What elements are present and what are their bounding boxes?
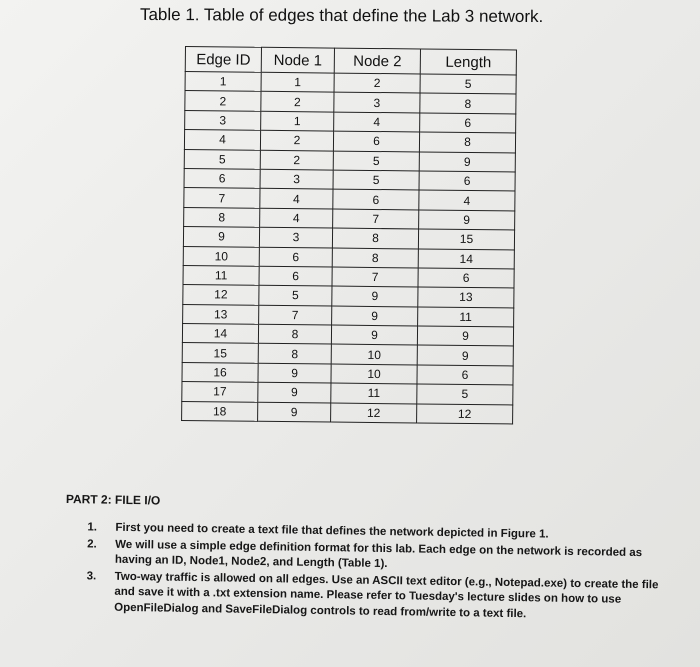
cell-length: 9 xyxy=(417,345,513,365)
cell-node-2: 5 xyxy=(333,170,419,190)
part2-section xyxy=(64,492,666,625)
cell-edge-id: 16 xyxy=(182,362,258,382)
cell-length: 13 xyxy=(418,287,514,307)
cell-length: 6 xyxy=(419,171,515,191)
list-number: 2. xyxy=(87,537,97,550)
cell-edge-id: 2 xyxy=(185,91,261,111)
cell-edge-id: 13 xyxy=(183,304,259,324)
cell-edge-id: 17 xyxy=(182,382,258,402)
cell-node-1: 9 xyxy=(258,363,331,383)
cell-length: 9 xyxy=(419,152,515,172)
edges-table xyxy=(181,46,517,424)
header-edge-id: Edge ID xyxy=(185,47,261,73)
cell-node-1: 4 xyxy=(260,208,333,228)
cell-edge-id: 5 xyxy=(184,149,260,169)
cell-edge-id: 18 xyxy=(182,401,258,421)
cell-node-1: 3 xyxy=(259,227,332,247)
cell-length: 6 xyxy=(417,365,513,385)
instruction-list xyxy=(64,520,665,624)
cell-node-2: 2 xyxy=(334,73,420,93)
cell-length: 12 xyxy=(417,404,513,424)
cell-edge-id: 12 xyxy=(183,285,259,305)
edges-table-container xyxy=(181,46,517,424)
cell-node-1: 1 xyxy=(261,111,334,131)
cell-node-2: 9 xyxy=(332,306,418,326)
table-caption: Table 1. Table of edges that define the Lab 3 network. xyxy=(139,4,544,27)
cell-node-2: 9 xyxy=(332,286,418,306)
cell-length: 11 xyxy=(418,307,514,327)
cell-node-1: 5 xyxy=(259,286,332,306)
cell-node-1: 7 xyxy=(259,305,332,325)
cell-node-2: 8 xyxy=(332,228,418,248)
cell-node-1: 2 xyxy=(260,130,333,150)
cell-node-2: 7 xyxy=(332,267,418,287)
cell-node-1: 4 xyxy=(260,189,333,209)
cell-edge-id: 7 xyxy=(184,188,260,208)
cell-node-2: 9 xyxy=(331,325,417,345)
cell-length: 8 xyxy=(420,93,516,113)
cell-node-2: 11 xyxy=(331,383,417,403)
cell-node-2: 6 xyxy=(333,131,419,151)
cell-edge-id: 4 xyxy=(184,130,260,150)
cell-length: 5 xyxy=(420,74,516,94)
list-text: First you need to create a text file that defines the network depicted in Figure 1. xyxy=(115,521,549,541)
cell-length: 6 xyxy=(420,113,516,133)
cell-edge-id: 3 xyxy=(185,110,261,130)
cell-node-1: 9 xyxy=(258,402,331,422)
cell-node-1: 6 xyxy=(259,266,332,286)
cell-edge-id: 15 xyxy=(182,343,258,363)
cell-edge-id: 6 xyxy=(184,168,260,188)
cell-edge-id: 11 xyxy=(183,265,259,285)
table-header-row xyxy=(185,47,516,75)
cell-length: 15 xyxy=(418,229,514,249)
header-node-1: Node 1 xyxy=(261,47,334,73)
cell-node-2: 6 xyxy=(333,189,419,209)
table-row xyxy=(182,401,513,424)
cell-node-1: 8 xyxy=(258,324,331,344)
cell-length: 6 xyxy=(418,268,514,288)
cell-edge-id: 8 xyxy=(184,207,260,227)
cell-node-2: 10 xyxy=(331,364,417,384)
list-item xyxy=(64,568,665,624)
cell-node-1: 2 xyxy=(261,92,334,112)
cell-length: 4 xyxy=(419,190,515,210)
cell-node-2: 5 xyxy=(333,151,419,171)
header-node-2: Node 2 xyxy=(334,48,420,74)
cell-edge-id: 9 xyxy=(183,227,259,247)
cell-edge-id: 14 xyxy=(182,324,258,344)
list-text: We will use a simple edge definition format for this lab. Each edge on the network is recorded as having an ID, Node1, Node2, and Length (Table 1). xyxy=(114,538,643,571)
cell-node-1: 2 xyxy=(260,150,333,170)
cell-length: 8 xyxy=(419,132,515,152)
cell-node-1: 3 xyxy=(260,169,333,189)
cell-node-2: 10 xyxy=(331,345,417,365)
cell-node-2: 12 xyxy=(331,403,417,423)
header-length: Length xyxy=(420,49,516,75)
cell-node-1: 9 xyxy=(258,383,331,403)
cell-node-1: 8 xyxy=(258,344,331,364)
cell-length: 9 xyxy=(419,210,515,230)
cell-length: 5 xyxy=(417,384,513,404)
list-text: Two-way traffic is allowed on all edges. Use an ASCII text editor (e.g., Notepad.exe) to create the file and save it with a .txt extension name. Please refer to Tuesday's lecture slides on how to use OpenFileDialog and SaveFileDialog controls to read from/write to a text file. xyxy=(114,570,659,620)
section-heading: PART 2: FILE I/O xyxy=(65,492,161,508)
list-number: 1. xyxy=(87,521,98,534)
cell-node-2: 7 xyxy=(333,209,419,229)
cell-length: 14 xyxy=(418,248,514,268)
cell-node-1: 6 xyxy=(259,247,332,267)
cell-edge-id: 10 xyxy=(183,246,259,266)
list-number: 3. xyxy=(86,569,97,582)
cell-length: 9 xyxy=(417,326,513,346)
cell-node-2: 8 xyxy=(332,248,418,268)
cell-node-2: 4 xyxy=(334,112,420,132)
cell-node-1: 1 xyxy=(261,72,334,92)
cell-node-2: 3 xyxy=(334,92,420,112)
cell-edge-id: 1 xyxy=(185,72,261,92)
